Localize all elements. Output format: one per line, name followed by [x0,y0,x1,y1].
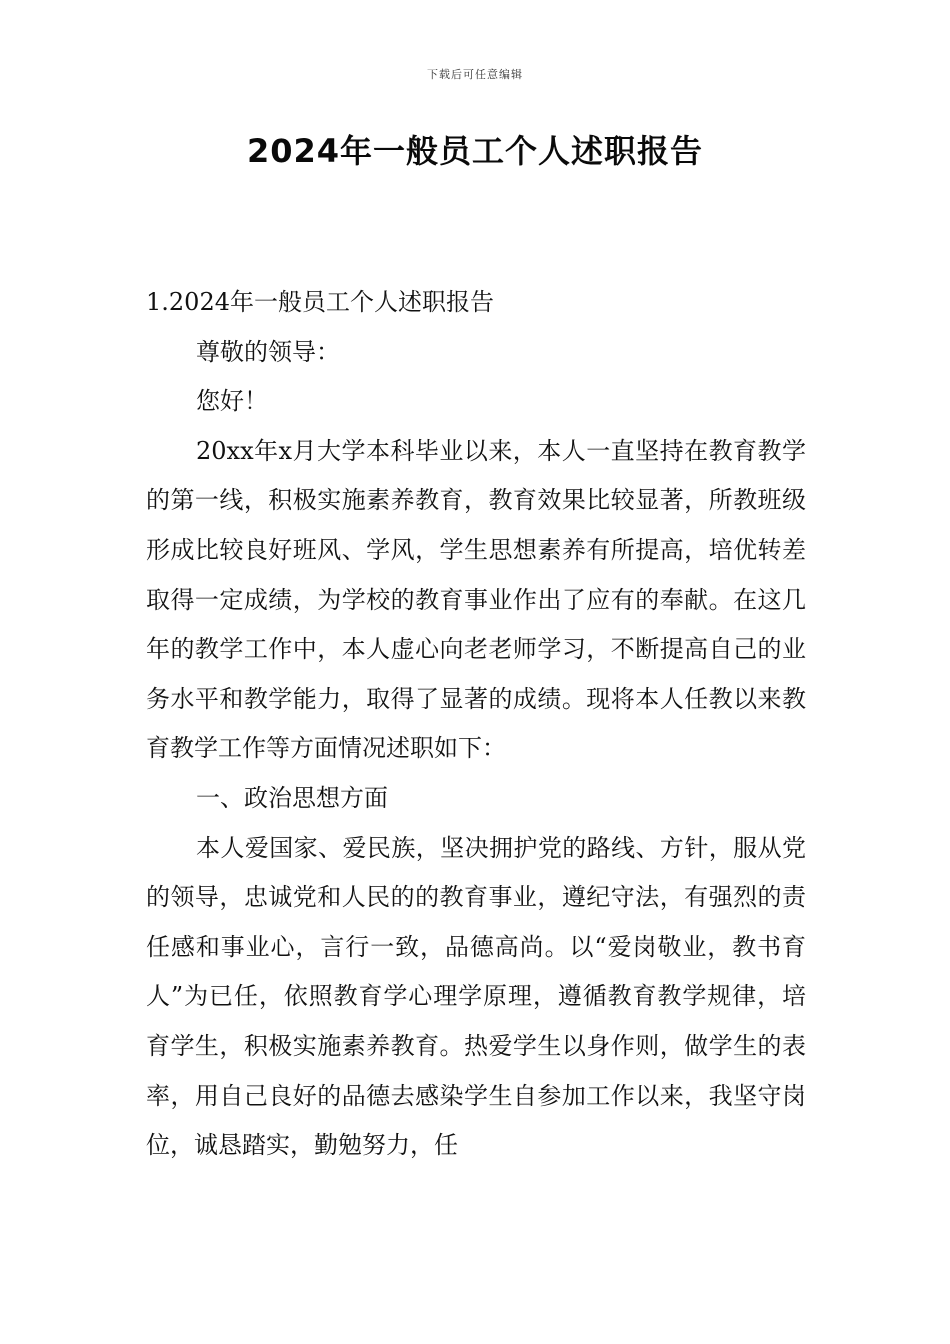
greeting: 您好！ [196,387,268,416]
salutation: 尊敬的领导： [196,337,340,366]
paragraph-intro: 20xx年x月大学本科毕业以来，本人一直坚持在教育教学的第一线，积极实施素养教育，教育效果比较显著，所教班级形成比较良好班风、学风，学生思想素养有所提高，培优转差取得一定成绩，为学校的教育事业作出了应有的奉献。在这几年的教学工作中，本人虚心向老老师学习，不断提高自己的业务水平和教学能力，取得了显著的成绩。现将本人任教以来教育教学工作等方面情况述职如下： [146,436,806,763]
paragraph-political: 本人爱国家、爱民族，坚决拥护党的路线、方针，服从党的领导，忠诚党和人民的的教育事业，遵纪守法，有强烈的责任感和事业心，言行一致，品德高尚。以“爱岗敬业，教书育人”为已任，依照教育学心理学原理，遵循教育教学规律，培育学生，积极实施素养教育。热爱学生以身作则，做学生的表率，用自己良好的品德去感染学生自参加工作以来，我坚守岗位，诚恳踏实，勤勉努力，任 [146,833,806,1160]
document-body [146,278,806,1171]
document-title: 2024年一般员工个人述职报告 [246,132,704,170]
header-note: 下载后可任意编辑 [427,68,523,81]
subheading-political: 一、政治思想方面 [196,783,388,812]
section-heading: 1.2024年一般员工个人述职报告 [146,288,494,316]
